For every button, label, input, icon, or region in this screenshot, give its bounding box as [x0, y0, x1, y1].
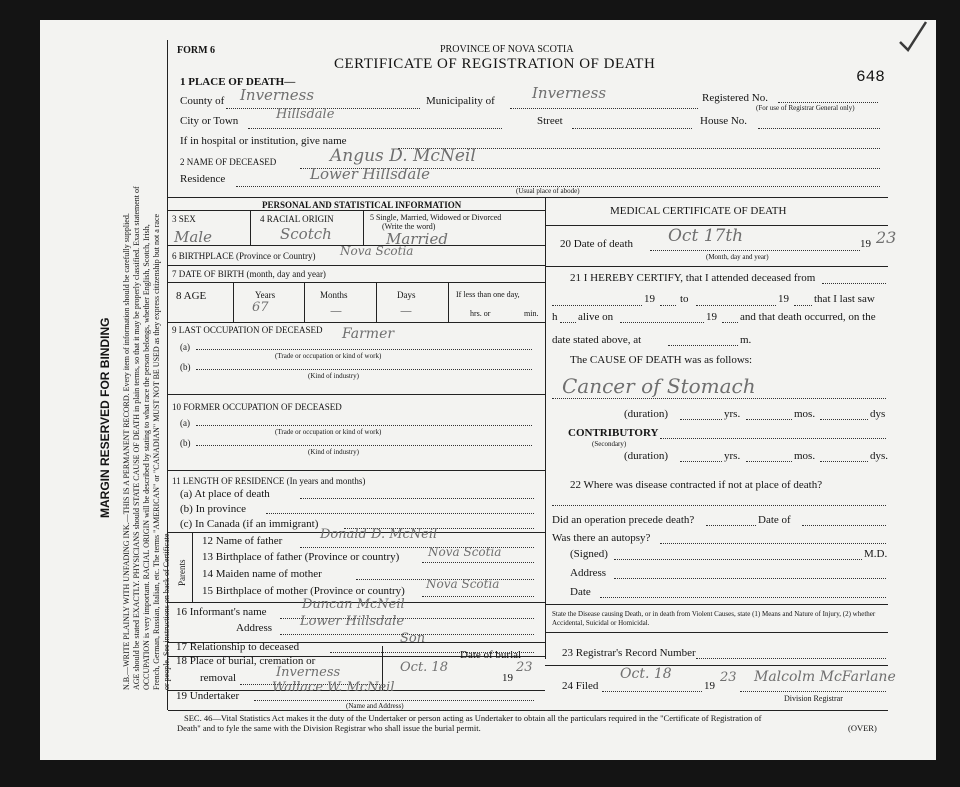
operation-label: Did an operation precede death?	[552, 514, 695, 526]
registrar-record-label: 23 Registrar's Record Number	[562, 647, 696, 659]
county-label: County of	[180, 95, 225, 107]
relationship-label: 17 Relationship to deceased	[176, 641, 300, 653]
filed-date-value: Oct. 18	[620, 666, 672, 682]
relationship-value: Son	[400, 631, 426, 646]
burial-year-prefix: 19	[502, 672, 513, 684]
burial-place-label: 18 Place of burial, cremation or	[176, 655, 316, 667]
margin-instruction-3: OCCUPATION is very important. RACIAL ORIGIN will be described by stating to what race the person belongs, whether English, Scotch, Irish,	[142, 224, 151, 690]
days-label: Days	[397, 290, 416, 300]
margin-title: MARGIN RESERVED FOR BINDING	[98, 317, 112, 518]
contributory-label: CONTRIBUTORY	[568, 427, 659, 439]
contrib-dys: dys.	[870, 450, 889, 462]
certify-date-stated: date stated above, at	[552, 334, 642, 346]
physician-address-label: Address	[570, 567, 607, 579]
last-occupation-label: 9 LAST OCCUPATION OF DECEASED	[172, 325, 323, 335]
certify-death-occurred: and that death occurred, on the	[740, 311, 876, 323]
certify-h: h	[552, 311, 558, 323]
months-value: —	[330, 304, 342, 318]
filed-label: 24 Filed	[562, 680, 599, 692]
residence-note: (Usual place of abode)	[516, 187, 580, 195]
years-label: Years	[255, 290, 276, 300]
date-of-burial-label: Date of burial	[460, 649, 522, 661]
residence-value: Lower Hillsdale	[310, 165, 431, 183]
deceased-name-value: Angus D. McNeil	[330, 146, 476, 166]
cause-mos: mos.	[794, 408, 816, 420]
informant-name-value: Duncan McNeil	[302, 597, 405, 612]
check-mark-icon	[896, 20, 930, 54]
margin-instruction-5: or people. See instructions on back of Certificate.	[162, 531, 171, 690]
mother-name-label: 14 Maiden name of mother	[202, 568, 322, 580]
racial-value: Scotch	[280, 225, 332, 243]
certify-alive-on: alive on	[578, 311, 614, 323]
medical-heading: MEDICAL CERTIFICATE OF DEATH	[610, 205, 787, 217]
place-of-death-heading: 1 PLACE OF DEATH—	[180, 76, 296, 88]
date-of-burial-value: Oct. 18	[400, 660, 448, 675]
birthplace-label: 6 BIRTHPLACE (Province or Country)	[172, 251, 316, 261]
certify-19-a: 19	[644, 293, 655, 305]
province-heading: PROVINCE OF NOVA SCOTIA	[440, 44, 574, 55]
death-certificate-page	[40, 20, 936, 760]
hrs-label: hrs. or	[470, 309, 491, 318]
certify-m: m.	[740, 334, 752, 346]
death-year-value: 23	[876, 228, 897, 247]
street-label: Street	[537, 115, 563, 127]
last-occ-trade-note: (Trade or occupation or kind of work)	[275, 352, 382, 360]
undertaker-label: 19 Undertaker	[176, 690, 240, 702]
personal-heading: PERSONAL AND STATISTICAL INFORMATION	[262, 200, 462, 210]
margin-instruction-2: AGE should be stated EXACTLY. PHYSICIANS should STATE CAUSE OF DEATH in plain terms, so that it may be properly classified. Exact statement of	[132, 186, 141, 690]
parents-label: Parents	[177, 559, 187, 586]
division-registrar-label: Division Registrar	[784, 694, 843, 703]
residence-c: (c) In Canada (if an immigrant)	[180, 518, 319, 530]
racial-label: 4 RACIAL ORIGIN	[260, 214, 334, 224]
residence-b: (b) In province	[180, 503, 246, 515]
years-value: 67	[252, 300, 269, 315]
birthplace-value: Nova Scotia	[340, 244, 414, 258]
contrib-mos: mos.	[794, 450, 816, 462]
registered-no-label: Registered No.	[702, 92, 768, 104]
hospital-label: If in hospital or institution, give name	[180, 135, 347, 147]
undertaker-note: (Name and Address)	[346, 702, 404, 710]
margin-instruction-1: N.B.—WRITE PLAINLY WITH UNFADING INK.—THIS IS A PERMANENT RECORD. Every item of information should be carefully supplied.	[122, 213, 131, 690]
months-label: Months	[320, 290, 348, 300]
state-disease-note: State the Disease causing Death, or in death from Violent Causes, state (1) Means and Nature of Injury, (2) whether Accidental, Suicidal or Homicidal.	[552, 610, 876, 627]
house-no-label: House No.	[700, 115, 748, 127]
informant-address-label: Address	[236, 622, 273, 634]
county-value: Inverness	[240, 86, 315, 104]
contrib-duration-label: (duration)	[624, 450, 668, 462]
cause-of-death-label: The CAUSE OF DEATH was as follows:	[570, 354, 753, 366]
death-year-prefix: 19	[860, 238, 871, 250]
cause-dys: dys	[870, 408, 886, 420]
margin-instruction-4: French, German, Russian, Italian, etc. The terms "AMERICAN" or "CANADIAN" MUST NOT BE USED as they express citizenship but not a race	[152, 213, 161, 690]
former-occ-trade-note: (Trade or occupation or kind of work)	[275, 428, 382, 436]
date-of-death-note: (Month, day and year)	[706, 253, 769, 261]
marital-value: Married	[386, 230, 448, 248]
municipality-value: Inverness	[532, 84, 607, 102]
less-than-day-label: If less than one day,	[456, 290, 520, 299]
residence-a: (a) At place of death	[180, 488, 270, 500]
mother-birthplace-label: 15 Birthplace of mother (Province or country)	[202, 585, 405, 597]
form-number: FORM 6	[177, 45, 216, 56]
former-occ-industry-note: (Kind of industry)	[308, 448, 359, 456]
father-birthplace-label: 13 Birthplace of father (Province or country)	[202, 551, 400, 563]
secondary-note: (Secondary)	[592, 440, 627, 448]
informant-name-label: 16 Informant's name	[176, 606, 267, 618]
physician-date-label: Date	[570, 586, 591, 598]
registrar-signature: Malcolm McFarlane	[754, 669, 896, 685]
residence-length-label: 11 LENGTH OF RESIDENCE (In years and months)	[172, 476, 366, 486]
former-occ-a: (a)	[180, 418, 190, 428]
last-occ-a: (a)	[180, 342, 190, 352]
certify-19-c: 19	[706, 311, 717, 323]
operation-date-label: Date of	[758, 514, 791, 526]
last-occ-b: (b)	[180, 362, 191, 372]
certify-to: to	[680, 293, 689, 305]
marital-note: (Write the word)	[382, 222, 436, 231]
date-of-death-label: 20 Date of death	[560, 238, 633, 250]
contrib-yrs: yrs.	[724, 450, 741, 462]
certify-line-1: 21 I HEREBY CERTIFY, that I attended deceased from	[570, 272, 816, 284]
burial-place-value: Inverness	[276, 665, 341, 680]
mother-birthplace-value: Nova Scotia	[426, 577, 500, 591]
last-occ-industry-note: (Kind of industry)	[308, 372, 359, 380]
min-label: min.	[524, 309, 539, 318]
burial-year-value: 23	[516, 660, 533, 675]
residence-label: Residence	[180, 173, 226, 185]
autopsy-label: Was there an autopsy?	[552, 532, 651, 544]
last-occupation-value: Farmer	[342, 326, 395, 342]
city-label: City or Town	[180, 115, 239, 127]
father-name-value: Donald D. McNeil	[320, 527, 438, 542]
serial-number: 648	[856, 68, 885, 86]
burial-removal-label: removal	[200, 672, 237, 684]
municipality-label: Municipality of	[426, 95, 495, 107]
cause-yrs: yrs.	[724, 408, 741, 420]
sex-label: 3 SEX	[172, 214, 196, 224]
registrar-note: (For use of Registrar General only)	[756, 104, 855, 112]
footer-over: (OVER)	[848, 723, 877, 733]
city-value: Hillsdale	[276, 107, 335, 122]
certificate-title: CERTIFICATE OF REGISTRATION OF DEATH	[334, 56, 656, 72]
cause-of-death-value: Cancer of Stomach	[562, 374, 756, 398]
footer-sec-text-2: Death" and to fyle the same with the Division Registrar who shall issue the burial permit.	[177, 723, 481, 733]
md-label: M.D.	[864, 548, 888, 560]
certify-19-b: 19	[778, 293, 789, 305]
date-of-death-value: Oct 17th	[668, 226, 744, 246]
signed-label: (Signed)	[570, 548, 608, 560]
father-name-label: 12 Name of father	[202, 535, 283, 547]
informant-address-value: Lower Hillsdale	[300, 614, 405, 629]
filed-year-value: 23	[720, 670, 737, 685]
footer-sec-text: SEC. 46—Vital Statistics Act makes it the duty of the Undertaker or person acting as Undertaker to obtain all the particulars required in the "Certificate of Registration of	[184, 713, 762, 723]
cause-duration-label: (duration)	[624, 408, 668, 420]
age-label: 8 AGE	[176, 290, 207, 302]
contracted-label: 22 Where was disease contracted if not at place of death?	[570, 479, 823, 491]
certify-last-saw: that I last saw	[814, 293, 875, 305]
former-occupation-label: 10 FORMER OCCUPATION OF DECEASED	[172, 402, 342, 412]
undertaker-value: Wallace W. McNeil	[272, 680, 395, 695]
former-occ-b: (b)	[180, 438, 191, 448]
sex-value: Male	[174, 228, 212, 246]
filed-year-prefix: 19	[704, 680, 715, 692]
days-value: —	[400, 304, 412, 318]
marital-label: 5 Single, Married, Widowed or Divorced	[370, 213, 502, 222]
dob-label: 7 DATE OF BIRTH (month, day and year)	[172, 269, 326, 279]
deceased-name-label: 2 NAME OF DECEASED	[180, 157, 277, 167]
father-birthplace-value: Nova Scotia	[428, 545, 502, 559]
